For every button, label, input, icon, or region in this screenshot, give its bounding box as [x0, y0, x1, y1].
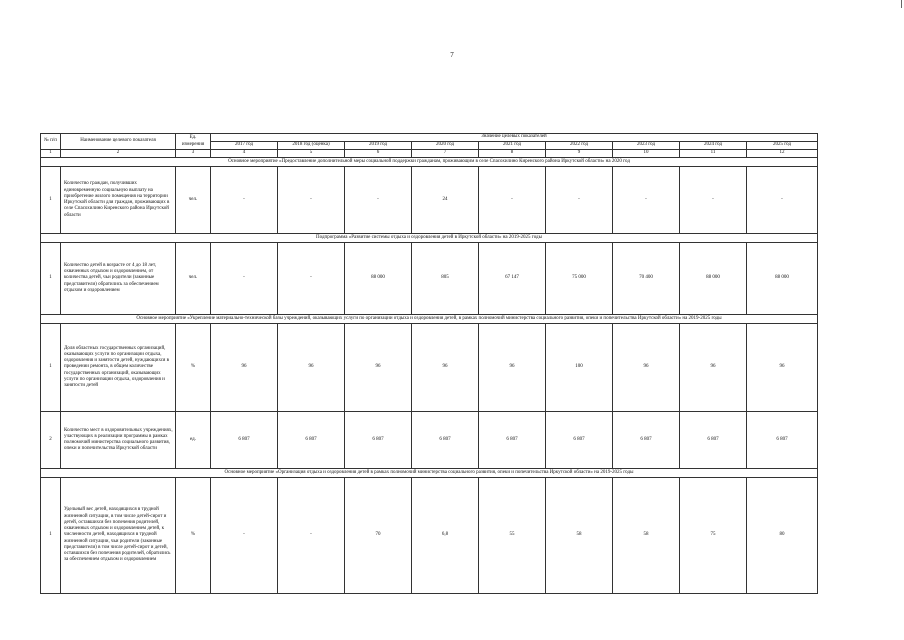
column-number: 8: [479, 150, 546, 158]
value-cell: 6 807: [747, 412, 818, 469]
value-cell: -: [278, 478, 345, 594]
row-number: 2: [41, 412, 61, 469]
value-cell: 88 000: [345, 243, 412, 315]
section-header-row: [41, 315, 818, 324]
column-number: 6: [345, 150, 412, 158]
column-number: 5: [278, 150, 345, 158]
header-year: 2025 год: [747, 142, 818, 150]
target-indicators-table: [40, 133, 818, 594]
section-header-row: [41, 469, 818, 478]
header-no: № п/п: [41, 134, 61, 150]
header-year: 2018 год (оценка): [278, 142, 345, 150]
value-cell: 96: [747, 324, 818, 412]
value-cell: 88 000: [680, 243, 747, 315]
value-cell: 58: [546, 478, 613, 594]
value-cell: 6 807: [680, 412, 747, 469]
column-number: 11: [680, 150, 747, 158]
row-number: 1: [41, 243, 61, 315]
table-row: [41, 243, 818, 315]
value-cell: 70 400: [613, 243, 680, 315]
section-header-row: [41, 234, 818, 243]
table-row: [41, 478, 818, 594]
value-cell: 67 147: [479, 243, 546, 315]
value-cell: 100: [546, 324, 613, 412]
header-year: 2019 год: [345, 142, 412, 150]
value-cell: 96: [345, 324, 412, 412]
value-cell: -: [747, 167, 818, 234]
value-cell: 6 807: [278, 412, 345, 469]
row-number: 1: [41, 167, 61, 234]
value-cell: -: [278, 167, 345, 234]
value-cell: 6,8: [412, 478, 479, 594]
value-cell: 24: [412, 167, 479, 234]
value-cell: 96: [211, 324, 278, 412]
value-cell: 70: [345, 478, 412, 594]
value-cell: -: [546, 167, 613, 234]
column-number: 10: [613, 150, 680, 158]
value-cell: 6 807: [613, 412, 680, 469]
column-number: 7: [412, 150, 479, 158]
header-unit: Ед. измерения: [176, 134, 211, 150]
value-cell: 96: [613, 324, 680, 412]
value-cell: -: [479, 167, 546, 234]
section-header-row: [41, 158, 818, 167]
value-cell: 6 807: [412, 412, 479, 469]
value-cell: 88 000: [747, 243, 818, 315]
value-cell: -: [613, 167, 680, 234]
value-cell: 96: [278, 324, 345, 412]
value-cell: 6 807: [546, 412, 613, 469]
section-title: Основное мероприятие «Укрепление материально-технической базы учреждений, оказывающих услуги по организации отдыха и оздоровления детей, в рамках полномочий министерства социального развития, опеки и попечительства Иркутской области» на 2019-2025 годы: [41, 315, 818, 324]
value-cell: -: [211, 478, 278, 594]
column-number: 12: [747, 150, 818, 158]
table-row: [41, 324, 818, 412]
column-number: 2: [61, 150, 176, 158]
page-number: 7: [450, 51, 454, 59]
column-number: 1: [41, 150, 61, 158]
value-cell: 96: [412, 324, 479, 412]
header-year: 2024 год: [680, 142, 747, 150]
header-year: 2023 год: [613, 142, 680, 150]
unit-cell: чел.: [176, 167, 211, 234]
value-cell: 55: [479, 478, 546, 594]
value-cell: -: [345, 167, 412, 234]
unit-cell: %: [176, 324, 211, 412]
section-title: Подпрограмма «Развитие системы отдыха и оздоровления детей в Иркутской области» на 2019-2025 годы: [41, 234, 818, 243]
column-number: 9: [546, 150, 613, 158]
table-row: [41, 167, 818, 234]
column-numbers-row: [41, 150, 818, 158]
column-number: 4: [211, 150, 278, 158]
section-title: Основное мероприятие «Предоставление дополнительной меры социальной поддержки гражданам, проживающим в селе Спасохилино Киренского района Иркутской области» на 2020 год: [41, 158, 818, 167]
indicator-name: Удельный вес детей, находящихся в трудной жизненной ситуации, в том числе детей-сирот и детей, оставшихся без попечения родителей, охваченных отдыхом и оздоровлением детей, к численности детей, находящихся в трудной жизненной ситуации, чьи родители (законные представители) в том числе детей-сирот и детей, оставшихся без попечения родителей, обратились за обеспечением отдыхом и оздоровлением: [61, 478, 176, 594]
value-cell: 80: [747, 478, 818, 594]
value-cell: -: [680, 167, 747, 234]
value-cell: 58: [613, 478, 680, 594]
section-title: Основное мероприятие «Организация отдыха и оздоровления детей в рамках полномочий министерства социального развития, опеки и попечительства Иркутской области» на 2019-2025 годы: [41, 469, 818, 478]
unit-cell: %: [176, 478, 211, 594]
unit-cell: чел.: [176, 243, 211, 315]
value-cell: 75 000: [546, 243, 613, 315]
value-cell: 6 807: [479, 412, 546, 469]
edge-mark: [901, 0, 902, 8]
header-year: 2021 год: [479, 142, 546, 150]
row-number: 1: [41, 478, 61, 594]
row-number: 1: [41, 324, 61, 412]
column-number: 3: [176, 150, 211, 158]
value-cell: -: [211, 243, 278, 315]
value-cell: 6 807: [211, 412, 278, 469]
indicator-name: Количество детей в возрасте от 4 до 18 лет, охваченных отдыхом и оздоровлением, от количества детей, чьи родители (законные представители) обратились за обеспечением отдыхом и оздоровлением: [61, 243, 176, 315]
indicator-name: Количество граждан, получивших единовременную социальную выплату на приобретение жилого помещения на территории Иркутской области для граждан, проживающих в селе Спасохилино Киренского района Иркутской области: [61, 167, 176, 234]
value-cell: 805: [412, 243, 479, 315]
table-row: [41, 412, 818, 469]
value-cell: -: [211, 167, 278, 234]
header-year: 2017 год: [211, 142, 278, 150]
indicator-name: Количество мест в оздоровительных учреждениях, участвующих в реализации программы в рамках полномочий министерства социального развития, опеки и попечительства Иркутской области: [61, 412, 176, 469]
header-name: Наименование целевого показателя: [61, 134, 176, 150]
value-cell: 75: [680, 478, 747, 594]
header-year: 2022 год: [546, 142, 613, 150]
header-values-group: Значение целевых показателей: [211, 134, 818, 142]
unit-cell: ед.: [176, 412, 211, 469]
value-cell: 96: [479, 324, 546, 412]
header-year: 2020 год: [412, 142, 479, 150]
value-cell: -: [278, 243, 345, 315]
value-cell: 96: [680, 324, 747, 412]
value-cell: 6 807: [345, 412, 412, 469]
indicator-name: Доля областных государственных организаций, оказывающих услуги по организации отдыха, оздоровления и занятости детей, нуждающихся в проведении ремонта, в общем количестве государственных организаций, оказывающих услуги по организации отдыха, оздоровления и занятости детей: [61, 324, 176, 412]
